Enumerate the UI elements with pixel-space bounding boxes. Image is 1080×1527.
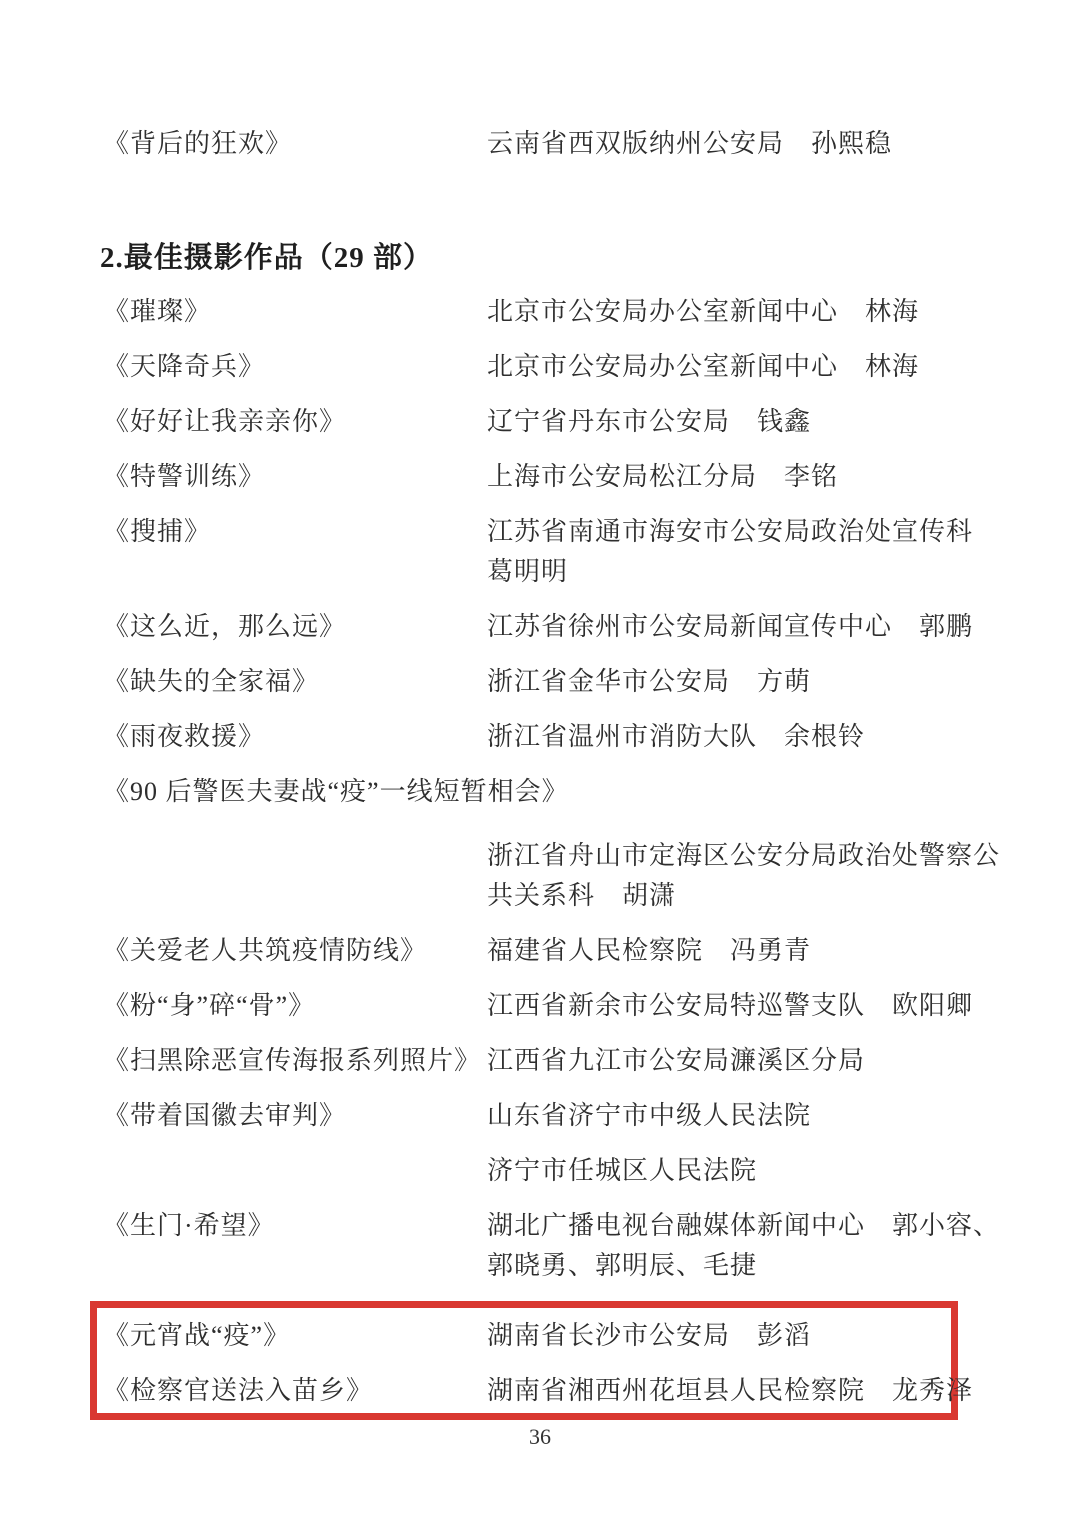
work-title: 《背后的狂欢》 bbox=[103, 129, 293, 158]
organization-author: 浙江省温州市消防大队 余根铃 bbox=[487, 722, 866, 751]
organization-author-group bbox=[487, 1096, 1040, 1136]
organization-author-group bbox=[487, 124, 1040, 164]
award-entry-row bbox=[0, 292, 1080, 332]
organization-author-group bbox=[487, 717, 1040, 757]
work-title: 《搜捕》 bbox=[103, 517, 212, 546]
award-entry-row bbox=[0, 1206, 1080, 1286]
organization-author-group bbox=[487, 1371, 973, 1411]
award-entry-row bbox=[0, 717, 1080, 757]
work-title: 《天降奇兵》 bbox=[103, 352, 266, 381]
organization-author: 北京市公安局办公室新闻中心 林海 bbox=[487, 297, 920, 326]
organization-author-group bbox=[487, 986, 1040, 1026]
organization-author-group bbox=[487, 402, 1040, 442]
award-entry-row bbox=[0, 457, 1080, 497]
organization-author-group bbox=[487, 1041, 1040, 1081]
work-title: 《元宵战“疫”》 bbox=[103, 1321, 291, 1350]
award-entry-row-highlighted bbox=[97, 1316, 951, 1356]
organization-author: 济宁市任城区人民法院 bbox=[487, 1156, 758, 1185]
organization-author: 上海市公安局松江分局 李铭 bbox=[487, 462, 839, 491]
organization-author: 云南省西双版纳州公安局 孙熙稳 bbox=[487, 129, 893, 158]
organization-author: 共关系科 胡潇 bbox=[487, 881, 677, 910]
organization-author-group bbox=[487, 607, 1040, 647]
organization-author-group bbox=[487, 1316, 941, 1356]
award-entry-row-highlighted bbox=[97, 1371, 974, 1411]
work-title: 《好好让我亲亲你》 bbox=[103, 407, 347, 436]
organization-author-group bbox=[487, 931, 1040, 971]
award-entry-row bbox=[0, 836, 1080, 916]
award-entry-row bbox=[0, 512, 1080, 592]
organization-author-group bbox=[487, 836, 1040, 916]
work-title: 《粉“身”碎“骨”》 bbox=[103, 991, 316, 1020]
section-heading: 2.最佳摄影作品（29 部） bbox=[100, 242, 434, 274]
organization-author-group bbox=[487, 292, 1040, 332]
organization-author-group bbox=[487, 457, 1040, 497]
work-title: 《雨夜救援》 bbox=[103, 722, 266, 751]
organization-author: 北京市公安局办公室新闻中心 林海 bbox=[487, 352, 920, 381]
work-title: 《关爱老人共筑疫情防线》 bbox=[103, 936, 428, 965]
award-entry-row bbox=[0, 931, 1080, 971]
organization-author: 江西省九江市公安局濂溪区分局 bbox=[487, 1046, 866, 1075]
organization-author-group bbox=[487, 662, 1040, 702]
award-entry-row bbox=[0, 986, 1080, 1026]
highlight-box bbox=[90, 1301, 974, 1420]
work-title: 《生门·希望》 bbox=[103, 1211, 275, 1240]
organization-author: 湖北广播电视台融媒体新闻中心 郭小容、 bbox=[487, 1211, 1001, 1240]
award-entry-row bbox=[0, 772, 1080, 812]
work-title: 《检察官送法入苗乡》 bbox=[103, 1376, 374, 1405]
organization-author: 江苏省南通市海安市公安局政治处宣传科 bbox=[487, 517, 974, 546]
work-title: 《这么近，那么远》 bbox=[103, 612, 347, 641]
award-entry-row bbox=[0, 1041, 1080, 1081]
organization-author-group bbox=[487, 347, 1040, 387]
award-entry-row bbox=[0, 124, 1080, 164]
organization-author: 辽宁省丹东市公安局 钱鑫 bbox=[487, 407, 812, 436]
organization-author: 浙江省舟山市定海区公安分局政治处警察公 bbox=[487, 841, 1001, 870]
organization-author: 江苏省徐州市公安局新闻宣传中心 郭鹏 bbox=[487, 612, 974, 641]
award-entry-row bbox=[0, 347, 1080, 387]
award-entry-row bbox=[0, 607, 1080, 647]
organization-author-group bbox=[487, 1151, 1040, 1191]
work-title: 《璀璨》 bbox=[103, 297, 212, 326]
organization-author: 山东省济宁市中级人民法院 bbox=[487, 1101, 812, 1130]
organization-author: 浙江省金华市公安局 方萌 bbox=[487, 667, 812, 696]
organization-author: 湖南省湘西州花垣县人民检察院 龙秀泽 bbox=[487, 1376, 974, 1405]
organization-author: 江西省新余市公安局特巡警支队 欧阳卿 bbox=[487, 991, 974, 1020]
award-entry-row bbox=[0, 662, 1080, 702]
organization-author: 郭晓勇、郭明辰、毛捷 bbox=[487, 1251, 758, 1280]
organization-author: 湖南省长沙市公安局 彭滔 bbox=[487, 1321, 812, 1350]
award-entry-row bbox=[0, 402, 1080, 442]
organization-author: 葛明明 bbox=[487, 557, 569, 586]
work-title: 《扫黑除恶宣传海报系列照片》 bbox=[103, 1046, 482, 1075]
work-title: 《缺失的全家福》 bbox=[103, 667, 320, 696]
organization-author: 福建省人民检察院 冯勇青 bbox=[487, 936, 812, 965]
work-title: 《带着国徽去审判》 bbox=[103, 1101, 347, 1130]
organization-author-group bbox=[487, 1206, 1040, 1286]
work-title: 《90 后警医夫妻战“疫”一线短暂相会》 bbox=[103, 777, 569, 806]
award-entry-row bbox=[0, 1151, 1080, 1191]
page-number: 36 bbox=[529, 1424, 551, 1449]
award-entry-row bbox=[0, 1096, 1080, 1136]
work-title: 《特警训练》 bbox=[103, 462, 266, 491]
organization-author-group bbox=[487, 512, 1040, 592]
